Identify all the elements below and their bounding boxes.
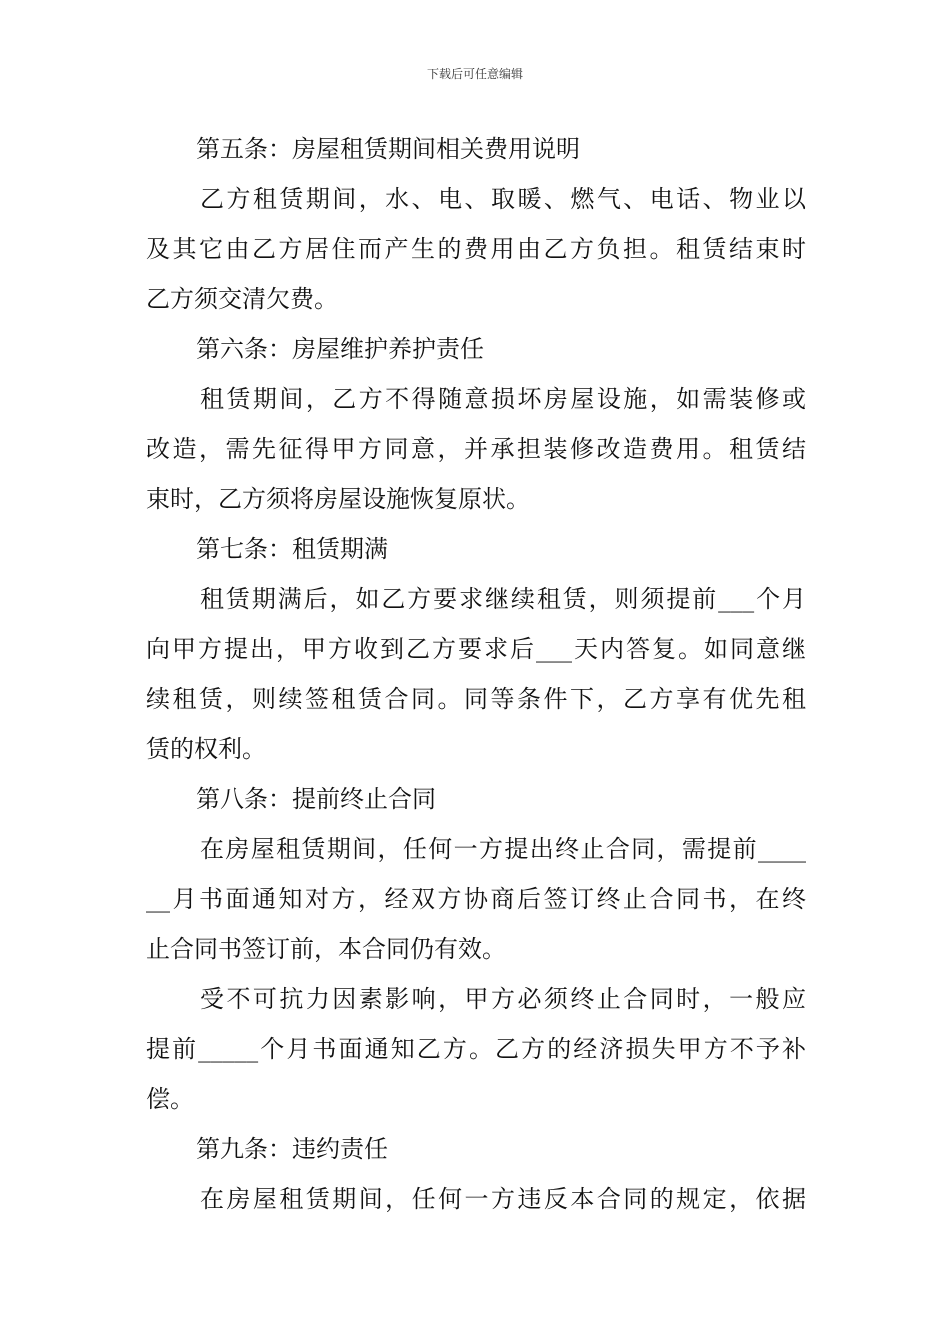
body-line: 受不可抗力因素影响，甲方必须终止合同时，一般应 [200, 985, 806, 1013]
body-line: 续租赁，则续签租赁合同。同等条件下，乙方享有优先租 [146, 685, 806, 713]
body-line: 提前_____个月书面通知乙方。乙方的经济损失甲方不予补 [146, 1035, 806, 1063]
body-line: 偿。 [146, 1085, 194, 1113]
clause-heading: 第九条：违约责任 [196, 1135, 388, 1163]
document-body [146, 124, 806, 1224]
body-line: 及其它由乙方居住而产生的费用由乙方负担。租赁结束时 [146, 235, 806, 263]
clause-heading: 第六条：房屋维护养护责任 [196, 335, 484, 363]
body-line: 在房屋租赁期间，任何一方违反本合同的规定，依据 [200, 1185, 806, 1213]
page-header-note: 下载后可任意编辑 [426, 67, 523, 81]
body-line: 改造，需先征得甲方同意，并承担装修改造费用。租赁结 [146, 435, 806, 463]
body-line: 向甲方提出，甲方收到乙方要求后___天内答复。如同意继 [146, 635, 806, 663]
body-line: 束时，乙方须将房屋设施恢复原状。 [146, 485, 530, 513]
clause-heading: 第八条：提前终止合同 [196, 785, 436, 813]
body-line: 乙方须交清欠费。 [146, 285, 338, 313]
body-line: 乙方租赁期间，水、电、取暖、燃气、电话、物业以 [200, 185, 806, 213]
clause-heading: 第五条：房屋租赁期间相关费用说明 [196, 135, 580, 163]
body-line: 在房屋租赁期间，任何一方提出终止合同，需提前____ [200, 835, 806, 863]
body-line: 租赁期满后，如乙方要求继续租赁，则须提前___个月 [200, 585, 806, 613]
body-line: 赁的权利。 [146, 735, 266, 763]
body-line: __月书面通知对方，经双方协商后签订终止合同书，在终 [146, 885, 806, 913]
body-line: 止合同书签订前，本合同仍有效。 [146, 935, 506, 963]
body-line: 租赁期间，乙方不得随意损坏房屋设施，如需装修或 [200, 385, 806, 413]
clause-heading: 第七条：租赁期满 [196, 535, 388, 563]
